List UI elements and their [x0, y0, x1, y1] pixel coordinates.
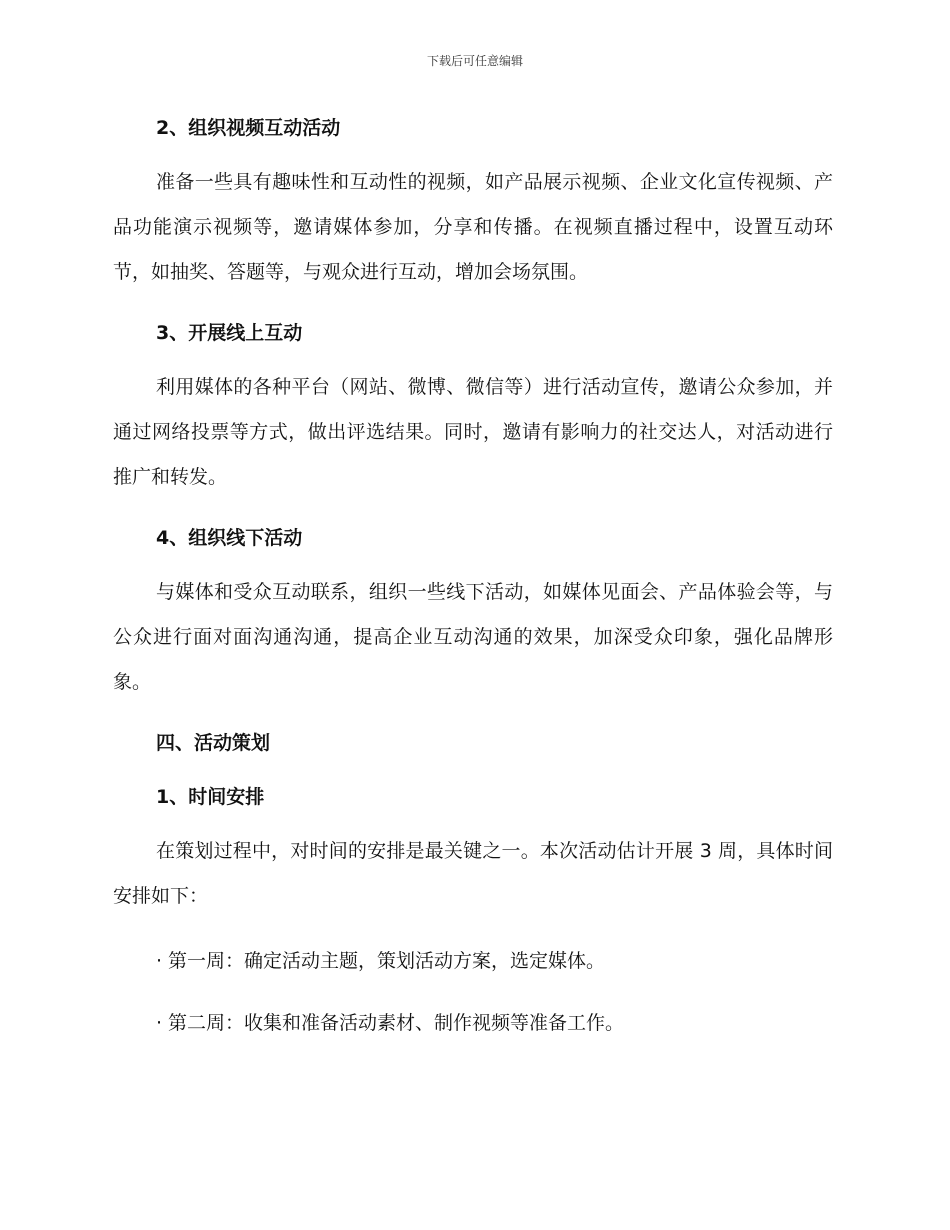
list-item: [113, 941, 833, 981]
bullet-marker: ·: [156, 950, 163, 972]
section-paragraph-online-interaction: 利用媒体的各种平台（网站、微博、微信等）进行活动宣传，邀请公众参加，并通过网络投票等方式，做出评选结果。同时，邀请有影响力的社交达人，对活动进行推广和转发。: [113, 376, 833, 488]
section-paragraph-offline-activity: 与媒体和受众互动联系，组织一些线下活动，如媒体见面会、产品体验会等，与公众进行面对面沟通沟通，提高企业互动沟通的效果，加深受众印象，强化品牌形象。: [113, 581, 833, 693]
section-heading-video-activity: 2、组织视频互动活动: [156, 117, 341, 139]
section-heading-offline-activity: 4、组织线下活动: [156, 527, 303, 549]
section-heading-time-schedule: 1、时间安排: [156, 786, 265, 808]
section-heading-online-interaction: 3、开展线上互动: [156, 322, 303, 344]
section-heading-activity-planning: 四、活动策划: [156, 732, 271, 754]
section-paragraph-time-schedule: 在策划过程中，对时间的安排是最关键之一。本次活动估计开展 3 周，具体时间安排如下：: [113, 840, 833, 907]
list-item: [113, 1003, 833, 1043]
page-header: 下载后可任意编辑: [426, 54, 523, 68]
list-item-text: 第二周：收集和准备活动素材、制作视频等准备工作。: [168, 1012, 625, 1034]
bullet-marker: ·: [156, 1012, 163, 1034]
list-item-text: 第一周：确定活动主题，策划活动方案，选定媒体。: [168, 950, 606, 972]
document-body: [113, 112, 833, 1065]
section-paragraph-video-activity: 准备一些具有趣味性和互动性的视频，如产品展示视频、企业文化宣传视频、产品功能演示视频等，邀请媒体参加，分享和传播。在视频直播过程中，设置互动环节，如抽奖、答题等，与观众进行互动，增加会场氛围。: [113, 171, 833, 283]
